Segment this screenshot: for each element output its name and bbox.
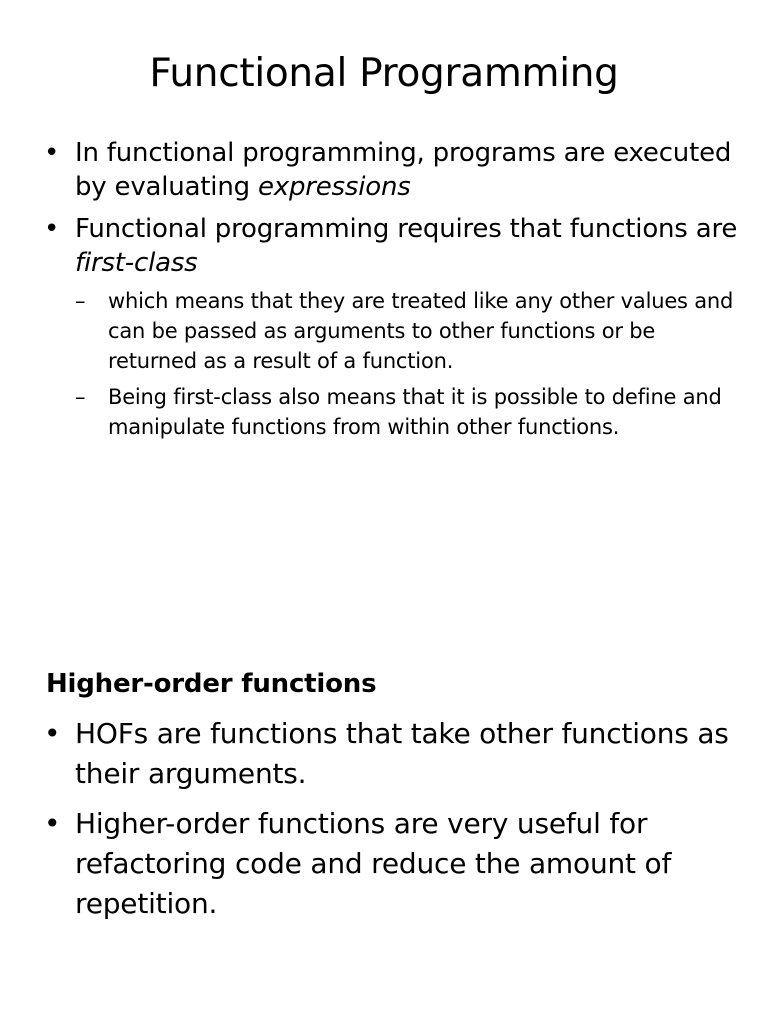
bullet-text: In functional programming, programs are executed by evaluating bbox=[75, 138, 732, 202]
bullet-icon: • bbox=[44, 138, 60, 168]
bullet-text: Functional programming requires that functions are bbox=[75, 214, 738, 244]
sub-bullet-text: Being first-class also means that it is possible to define and manipulate functions from within other functions. bbox=[108, 385, 722, 439]
sub-bullet-text: which means that they are treated like any other values and can be passed as arguments to other functions or be returned as a result of a function. bbox=[108, 289, 734, 373]
bullet-emphasis: first-class bbox=[75, 248, 198, 278]
list-item-evaluating-expressions bbox=[44, 136, 744, 204]
sub-bullet-list bbox=[75, 286, 744, 442]
dash-icon: – bbox=[75, 289, 86, 313]
section-heading: Higher-order functions bbox=[46, 669, 377, 699]
list-item-first-class bbox=[44, 212, 744, 442]
bullet-text: HOFs are functions that take other functions as their arguments. bbox=[75, 717, 729, 790]
bullet-icon: • bbox=[44, 807, 61, 840]
list-item-hof-definition bbox=[44, 714, 744, 794]
hof-bullet-list bbox=[44, 714, 744, 934]
list-item-hof-usefulness bbox=[44, 804, 744, 924]
bullet-emphasis: expressions bbox=[257, 172, 411, 202]
dash-icon: – bbox=[75, 385, 86, 409]
sub-list-item-treated-like-values bbox=[75, 286, 744, 376]
sub-list-item-manipulate-functions bbox=[75, 382, 744, 442]
bullet-text: Higher-order functions are very useful for refactoring code and reduce the amount of repetition. bbox=[75, 807, 672, 920]
page-title: Functional Programming bbox=[149, 51, 619, 96]
main-bullet-list bbox=[44, 136, 744, 450]
bullet-icon: • bbox=[44, 717, 61, 750]
bullet-icon: • bbox=[44, 214, 60, 244]
